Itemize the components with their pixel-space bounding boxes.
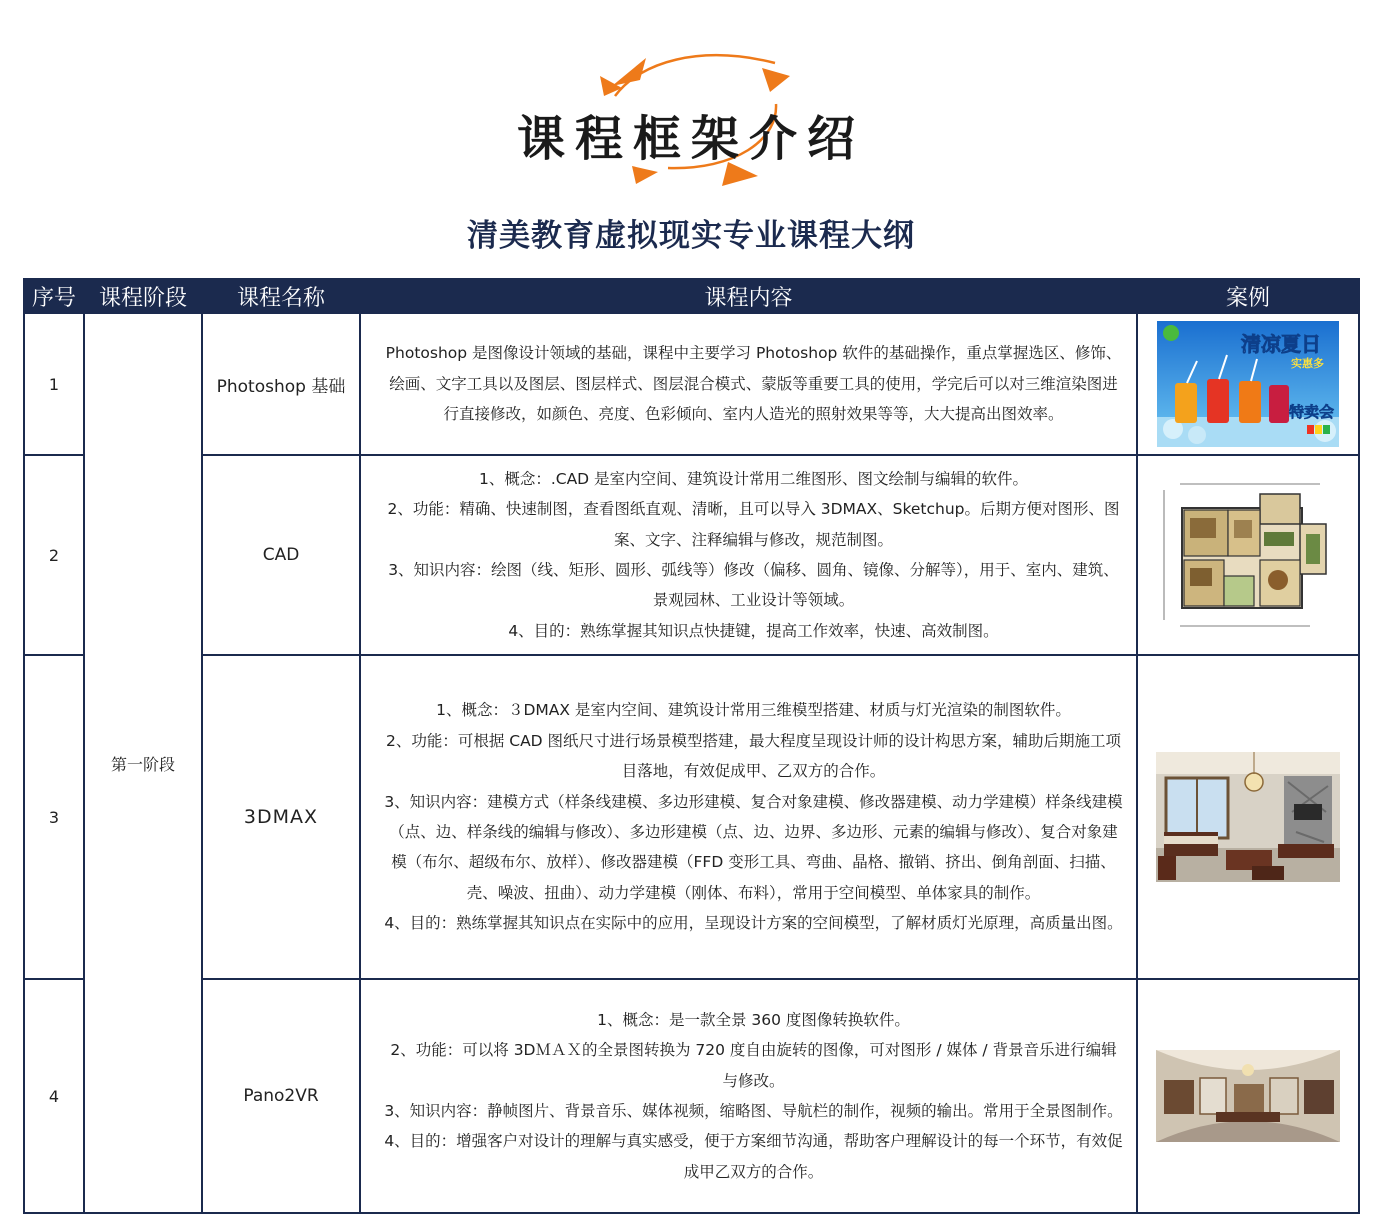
course-name: CAD <box>202 455 360 655</box>
content-line: 2、功能：精确、快速制图，查看图纸直观、清晰，且可以导入 3DMAX、Sketchup。后期方便对图形、图案、文字、注释编辑与修改，规范制图。 <box>387 500 1120 549</box>
header-course-content: 课程内容 <box>360 279 1137 313</box>
content-line: 4、目的：增强客户对设计的理解与真实感受，便于方案细节沟通，帮助客户理解设计的每一个环节，有效促成甲乙双方的合作。 <box>384 1132 1123 1181</box>
case-cell <box>1137 313 1359 455</box>
table-row <box>24 455 1359 655</box>
header-course-name: 课程名称 <box>202 279 360 313</box>
case-cell <box>1137 979 1359 1213</box>
course-content <box>360 455 1137 655</box>
poster-text-badge: 实惠多 <box>1291 357 1324 370</box>
stage-cell: 第一阶段 <box>84 313 202 1213</box>
header-case: 案例 <box>1137 279 1359 313</box>
poster-text-sale: 特卖会 <box>1289 403 1335 421</box>
row-index: 1 <box>24 313 84 455</box>
table-row <box>24 655 1359 979</box>
row-index: 3 <box>24 655 84 979</box>
content-paragraph: Photoshop 是图像设计领域的基础，课程中主要学习 Photoshop 软件的基础操作，重点掌握选区、修饰、绘画、文字工具以及图层、图层样式、图层混合模式、蒙版等重要工具的使用，学完后可以对三维渲染图进行直接修改，如颜色、亮度、色彩倾向、室内人造光的照射效果等等，大大提高出图效率。 <box>385 344 1122 424</box>
course-outline-table <box>23 278 1360 1214</box>
page-subtitle: 清美教育虚拟现实专业课程大纲 <box>467 218 915 254</box>
content-line: 4、目的：熟练掌握其知识点在实际中的应用，呈现设计方案的空间模型，了解材质灯光原理，高质量出图。 <box>384 914 1123 933</box>
course-content <box>360 979 1137 1213</box>
content-line: 3、知识内容：建模方式（样条线建模、多边形建模、复合对象建模、修改器建模、动力学建模）样条线建模（点、边、样条线的编辑与修改）、多边形建模（点、边、边界、多边形、元素的编辑与修改）、复合对象建模（布尔、超级布尔、放样）、修改器建模（FFD 变形工具、弯曲、晶格、撤销、挤出、倒角剖面、扫描、壳、噪波、扭曲）、动力学建模（刚体、布料），常用于空间模型、单体家具的制作。 <box>384 792 1123 902</box>
content-line: 4、目的：熟练掌握其知识点快捷键，提高工作效率，快速、高效制图。 <box>508 621 999 640</box>
course-name: Photoshop 基础 <box>202 313 360 455</box>
page-header <box>0 0 1382 278</box>
content-line: 3、知识内容：静帧图片、背景音乐、媒体视频，缩略图、导航栏的制作，视频的输出。常用于全景图制作。 <box>384 1102 1123 1120</box>
course-content <box>360 313 1137 455</box>
course-name: Pano2VR <box>202 979 360 1213</box>
header-index: 序号 <box>24 279 84 313</box>
living-room-render-image <box>1156 752 1340 882</box>
course-content <box>360 655 1137 979</box>
content-line: 2、功能：可根据 CAD 图纸尺寸进行场景模型搭建，最大程度呈现设计师的设计构思方案，辅助后期施工项目落地，有效促成甲、乙双方的合作。 <box>385 731 1122 781</box>
case-cell <box>1137 655 1359 979</box>
table-header-row <box>24 279 1359 313</box>
table-row <box>24 979 1359 1213</box>
poster-text-title: 清凉夏日 <box>1241 332 1321 356</box>
summer-sale-poster-image <box>1157 321 1339 447</box>
content-line: 2、功能：可以将 3DＭＡＸ的全景图转换为 720 度自由旋转的图像，可对图形 / 媒体 / 背景音乐进行编辑与修改。 <box>390 1041 1117 1090</box>
page-title: 课程框架介绍 <box>516 111 865 167</box>
floor-plan-image <box>1160 480 1336 630</box>
row-index: 4 <box>24 979 84 1213</box>
content-line: 3、知识内容：绘图（线、矩形、圆形、弧线等）修改（偏移、圆角、镜像、分解等），用于、室内、建筑、景观园林、工业设计等领域。 <box>388 561 1119 610</box>
content-line: 1、概念：.CAD 是室内空间、建筑设计常用二维图形、图文绘制与编辑的软件。 <box>478 469 1029 488</box>
content-line: 1、概念：是一款全景 360 度图像转换软件。 <box>597 1010 910 1029</box>
content-line: 1、概念：３DMAX 是室内空间、建筑设计常用三维模型搭建、材质与灯光渲染的制图软件。 <box>436 701 1071 720</box>
case-cell <box>1137 455 1359 655</box>
row-index: 2 <box>24 455 84 655</box>
course-name: 3DMAX <box>202 655 360 979</box>
panorama-render-image <box>1156 1050 1340 1142</box>
table-row <box>24 313 1359 455</box>
header-stage: 课程阶段 <box>84 279 202 313</box>
